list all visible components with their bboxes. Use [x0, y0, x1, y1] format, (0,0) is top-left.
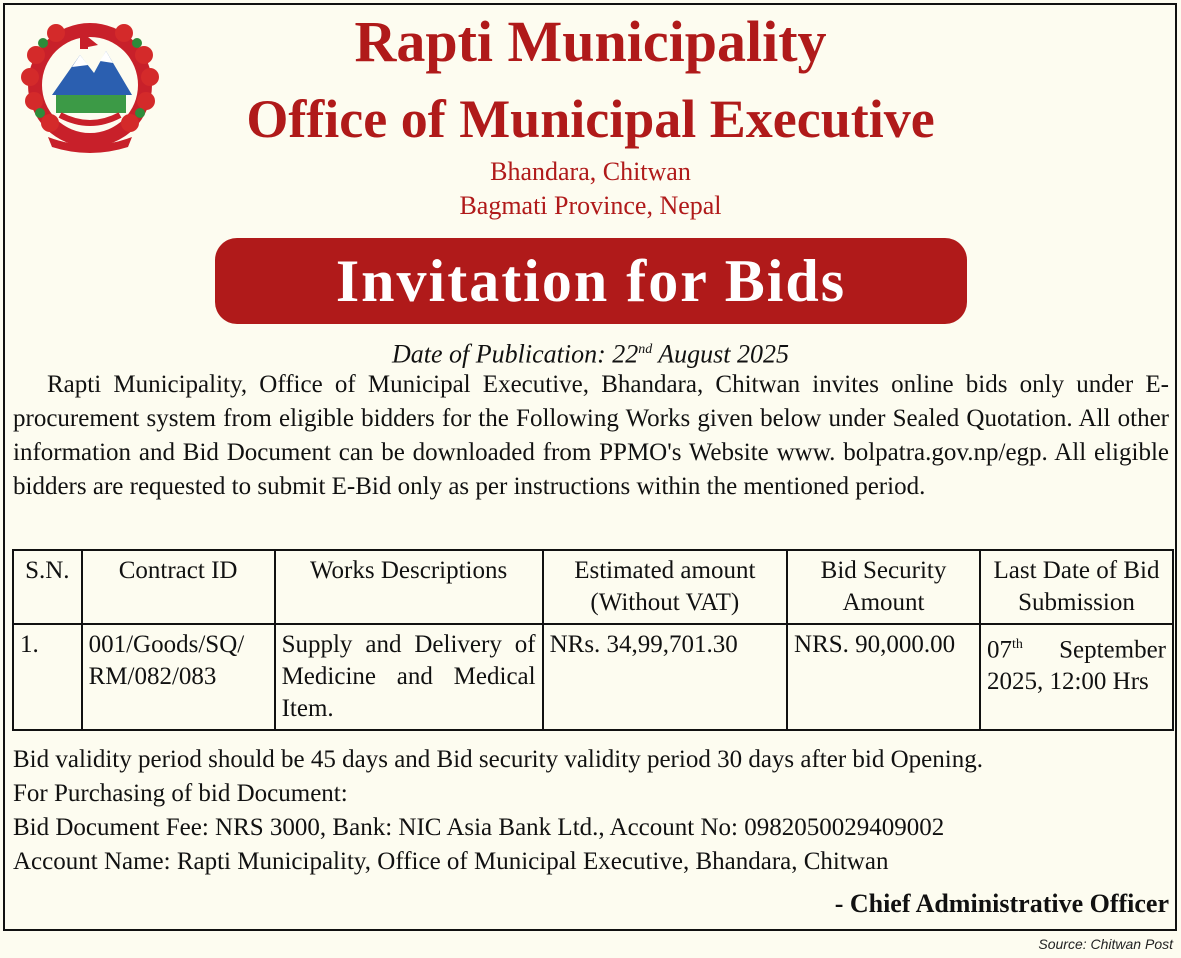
publication-date-ordinal: nd — [638, 342, 653, 357]
note-account-name: Account Name: Rapti Municipality, Office of Municipal Executive, Bhandara, Chitwan — [13, 848, 889, 875]
header-sn: S.N. — [13, 550, 82, 624]
invitation-banner: Invitation for Bids — [215, 238, 967, 324]
table-row — [13, 624, 1173, 730]
header-estimated: Estimated amount (Without VAT) — [543, 550, 787, 624]
table-header-row — [13, 550, 1173, 624]
last-date-ordinal: th — [1011, 637, 1023, 652]
notes-block — [13, 743, 1169, 879]
note-validity: Bid validity period should be 45 days and Bid security validity period 30 days after bid Opening. — [13, 746, 983, 773]
header-security: Bid Security Amount — [787, 550, 980, 624]
signoff: - Chief Administrative Officer — [834, 889, 1169, 918]
publication-date-rest: August 2025 — [652, 339, 789, 369]
cell-security: NRS. 90,000.00 — [787, 624, 980, 730]
bids-table — [12, 549, 1174, 731]
cell-works: Supply and Delivery of Medicine and Medical Item. — [275, 624, 543, 730]
last-date-rest: September 2025, 12:00 Hrs — [986, 636, 1166, 696]
publication-date-prefix: Date of Publication: 22 — [391, 339, 639, 369]
header-works: Works Descriptions — [275, 550, 543, 624]
intro-paragraph: Rapti Municipality, Office of Municipal Executive, Bhandara, Chitwan invites online bids only under E-procurement system from eligible bidders for the Following Works given below under Sealed Quotation. All other information and Bid Document can be downloaded from PPMO's Website www. bolpatra.gov.np/egp. All eligible bidders are requested to submit E-Bid only as per instructions within the mentioned period. — [13, 371, 1169, 500]
header-last-date: Last Date of Bid Submission — [980, 550, 1173, 624]
publication-date — [0, 334, 1181, 371]
office-title: Office of Municipal Executive — [246, 89, 935, 149]
cell-sn: 1. — [13, 624, 82, 730]
last-date-day: 07 — [986, 636, 1012, 664]
cell-last-date — [980, 624, 1173, 730]
source-credit: Source: Chitwan Post — [1038, 936, 1173, 952]
organization-title: Rapti Municipality — [354, 9, 827, 74]
address-line-1: Bhandara, Chitwan — [490, 157, 691, 186]
note-purchasing: For Purchasing of bid Document: — [13, 780, 348, 807]
cell-estimated: NRs. 34,99,701.30 — [543, 624, 787, 730]
cell-contract-id: 001/Goods/SQ/ RM/082/083 — [82, 624, 275, 730]
header-contract-id: Contract ID — [82, 550, 275, 624]
address-line-2: Bagmati Province, Nepal — [459, 191, 722, 220]
note-fee: Bid Document Fee: NRS 3000, Bank: NIC Asia Bank Ltd., Account No: 0982050029409002 — [13, 814, 945, 841]
